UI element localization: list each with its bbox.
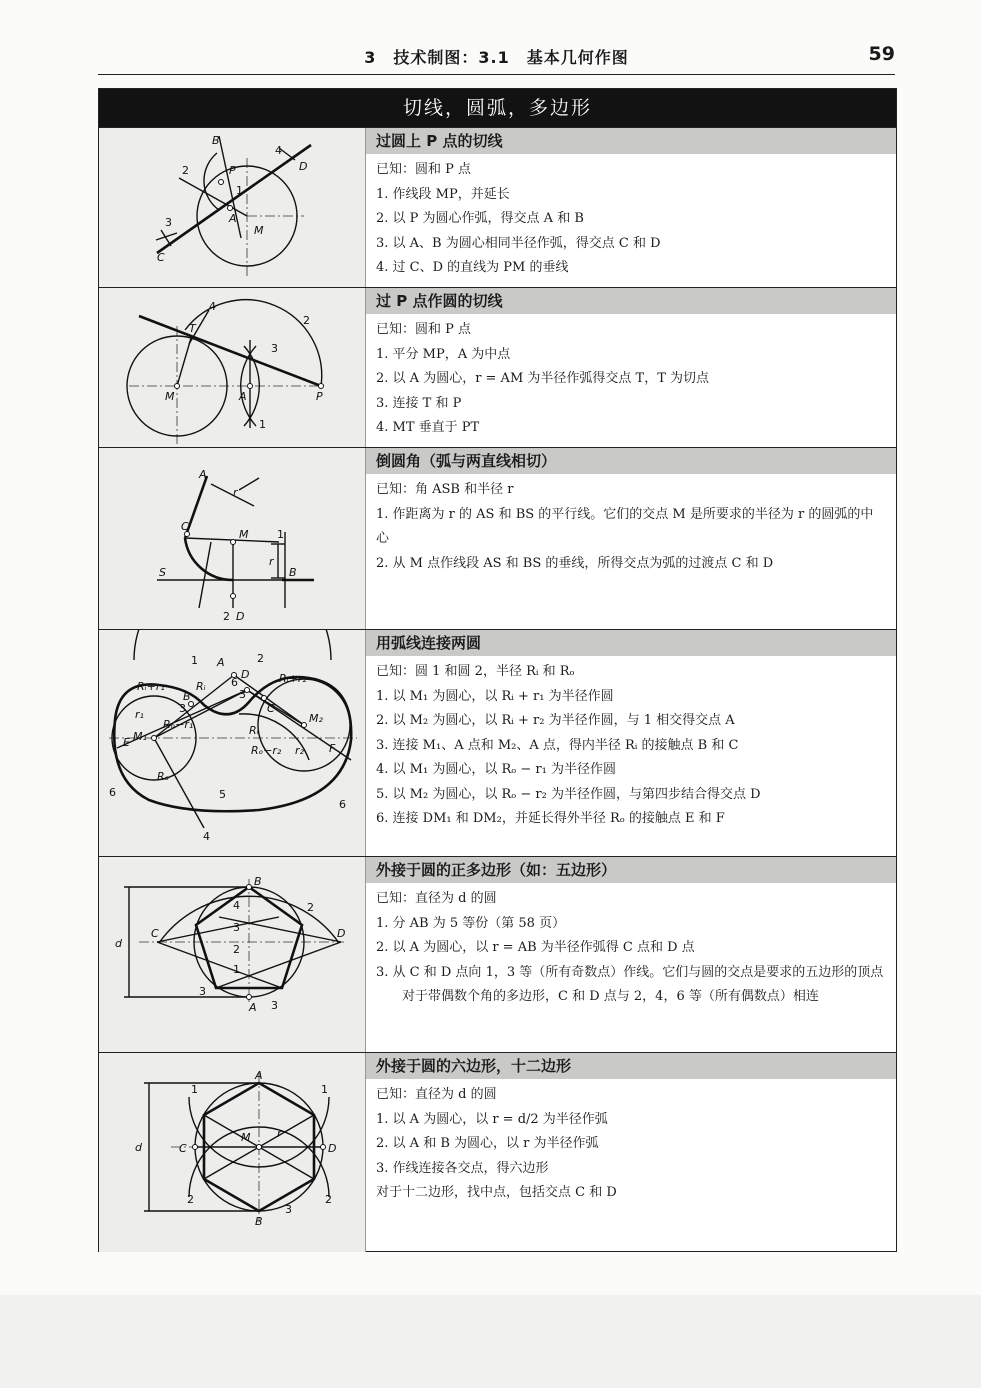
label-d: D [236,610,245,623]
chapter-title: 3 技术制图：3.1 基本几何作图 [364,48,629,67]
section-tangent-from-point [99,287,896,448]
label-2: 2 [182,164,189,177]
label-1a: 1 [191,1083,198,1096]
label-m: M [241,1131,251,1144]
page-number: 59 [868,43,895,65]
label-a: A [249,1001,257,1014]
step-1: 1. 以 M₁ 为圆心，以 Rᵢ + r₁ 为半径作圆 [376,688,614,704]
tick-1: 1 [233,963,240,976]
label-2b: 2 [325,1193,332,1206]
section-tangent-on-circle [99,127,896,288]
label-d: D [241,668,250,681]
label-2: 2 [257,652,264,665]
label-m: M [239,528,249,541]
step-4: 4. 以 M₁ 为圆心，以 Rₒ − r₁ 为半径作圆 [376,762,616,777]
figure-arc-connecting-circles [99,630,365,857]
given: 已知：直径为 d 的圆 [376,1087,497,1102]
step-1: 1. 分 AB 为 5 等份（第 58 页） [376,915,566,931]
label-6a: 6 [109,786,116,799]
label-r2: r₂ [295,744,304,757]
label-a: A [239,390,247,403]
label-b: B [183,690,191,703]
label-c: C [157,251,165,264]
text-arc-connecting-circles [365,630,896,857]
label-m1: M₁ [133,730,147,743]
label-b: B [289,566,297,579]
label-1: 1 [191,654,198,667]
label-r1: r₁ [135,708,144,721]
label-3b: 3 [239,688,246,701]
section-hexagon [99,1052,896,1252]
label-diameter: d [115,937,122,950]
section-fillet [99,447,896,630]
given: 已知：圆 1 和圆 2，半径 Rᵢ 和 Rₒ [376,664,575,679]
figure-hexagon [99,1053,365,1252]
step-1: 1. 以 A 为圆心，以 r = d/2 为半径作弧 [376,1111,608,1127]
step-3: 3. 从 C 和 D 点向 1，3 等（所有奇数点）作线。它们与圆的交点是要求的五边形的顶点 [376,964,884,980]
label-3: 3 [285,1203,292,1216]
step-5: 5. 以 M₂ 为圆心，以 Rₒ − r₂ 为半径作圆，与第四步结合得交点 D [376,786,761,802]
label-b: B [254,875,262,888]
text-pentagon [365,857,896,1053]
label-3b: 3 [271,999,278,1012]
label-a: A [255,1069,263,1082]
tick-2: 2 [233,943,240,956]
label-s: S [159,566,166,579]
step-2: 2. 以 M₂ 为圆心，以 Rᵢ + r₂ 为半径作圆，与 1 相交得交点 A [376,713,735,728]
section-arc-connecting-circles [99,629,896,857]
figure-pentagon [99,857,365,1053]
section-pentagon [99,856,896,1053]
label-4: 4 [209,300,216,313]
label-c: C [181,520,189,533]
step-2: 2. 以 A 和 B 为圆心，以 r 为半径作弧 [376,1136,599,1151]
step-6: 6. 连接 DM₁ 和 DM₂，并延长得外半径 Rₒ 的接触点 E 和 F [376,811,725,826]
label-m: M [165,390,175,403]
label-4: 4 [275,144,282,157]
step-3: 3. 连接 T 和 P [376,395,462,411]
tick-3: 3 [233,921,240,934]
given: 已知：圆和 P 点 [376,322,472,337]
label-1: 1 [277,528,284,541]
label-4: 4 [203,830,210,843]
label-b: B [255,1215,263,1228]
label-r-right: r [269,555,274,568]
label-a: A [229,212,237,225]
label-2: 2 [307,901,314,914]
construction-table [98,88,897,1252]
given: 已知：角 ASB 和半径 r [376,482,514,497]
label-ri-r1: Rᵢ+r₁ [137,680,165,693]
text-fillet [365,448,896,630]
label-ri-a: Rᵢ [196,680,206,693]
step-1: 1. 作距离为 r 的 AS 和 BS 的平行线。它们的交点 M 是所要求的半径为 r 的圆弧的中心 [376,506,874,546]
label-3a: 3 [179,702,186,715]
step-4: 4. 过 C、D 的直线为 PM 的垂线 [376,260,569,275]
label-b: B [212,134,220,147]
label-t: T [189,322,196,335]
note: 对于十二边形，找中点，包括交点 C 和 D [376,1185,617,1200]
label-ri-b: Rᵢ [249,724,259,737]
label-d: D [299,160,308,173]
label-d: D [337,927,346,940]
label-a: A [199,468,207,481]
page-header [98,40,895,75]
text-tangent-on-circle [365,128,896,288]
label-1: 1 [259,418,266,431]
figure-tangent-from-point [99,288,365,448]
label-c: C [179,1142,187,1155]
section-title: 用弧线连接两圆 [366,630,896,656]
label-r: r [277,1127,282,1140]
label-ro-r2: Rₒ−r₂ [251,744,282,757]
label-e: E [123,736,130,749]
label-6b: 6 [231,676,238,689]
label-3: 3 [271,342,278,355]
label-6c: 6 [339,798,346,811]
step-2: 2. 以 P 为圆心作弧，得交点 A 和 B [376,211,584,226]
tick-4: 4 [233,899,240,912]
given: 已知：圆和 P 点 [376,162,472,177]
label-r-top: r [233,486,238,499]
section-title: 倒圆角（弧与两直线相切） [366,448,896,474]
table-title: 切线，圆弧，多边形 [99,89,896,127]
label-f: F [329,742,336,755]
step-1: 1. 平分 MP，A 为中点 [376,346,511,362]
label-m: M [254,224,264,237]
section-title: 过 P 点作圆的切线 [366,288,896,314]
label-p: P [316,390,323,403]
step-2: 2. 从 M 点作线段 AS 和 BS 的垂线，所得交点为弧的过渡点 C 和 D [376,555,774,571]
step-3: 3. 以 A、B 为圆心相同半径作弧，得交点 C 和 D [376,235,661,251]
label-2: 2 [223,610,230,623]
step-2: 2. 以 A 为圆心，r = AM 为半径作弧得交点 T，T 为切点 [376,371,709,386]
section-title: 外接于圆的正多边形（如：五边形） [366,857,896,883]
label-3: 3 [165,216,172,229]
label-c: C [267,702,275,715]
figure-tangent-on-circle [99,128,365,288]
step-4: 4. MT 垂直于 PT [376,420,480,435]
label-ro-r1: Rₒ−r₁ [163,718,194,731]
label-diameter: d [135,1141,142,1154]
label-c: C [151,927,159,940]
label-2a: 2 [187,1193,194,1206]
label-5: 5 [219,788,226,801]
label-ro: Rₒ [157,770,170,783]
label-3a: 3 [199,985,206,998]
step-1: 1. 作线段 MP，并延长 [376,186,510,202]
figure-fillet [99,448,365,630]
step-3: 3. 作线连接各交点，得六边形 [376,1160,549,1176]
label-p: P [229,164,236,177]
given: 已知：直径为 d 的圆 [376,891,497,906]
label-2: 2 [303,314,310,327]
step-3: 3. 连接 M₁、A 点和 M₂、A 点，得内半径 Rᵢ 的接触点 B 和 C [376,737,739,753]
label-1b: 1 [321,1083,328,1096]
text-tangent-from-point [365,288,896,448]
label-a: A [217,656,225,669]
label-1: 1 [236,184,243,197]
section-title: 外接于圆的六边形，十二边形 [366,1053,896,1079]
label-d: D [328,1142,337,1155]
section-title: 过圆上 P 点的切线 [366,128,896,154]
text-hexagon [365,1053,896,1252]
label-m2: M₂ [309,712,323,725]
label-ri-r2: Rᵢ+r₂ [279,672,307,685]
step-2: 2. 以 A 为圆心，以 r = AB 为半径作弧得 C 点和 D 点 [376,940,695,955]
note: 对于带偶数个角的多边形，C 和 D 点与 2，4，6 等（所有偶数点）相连 [402,989,819,1004]
